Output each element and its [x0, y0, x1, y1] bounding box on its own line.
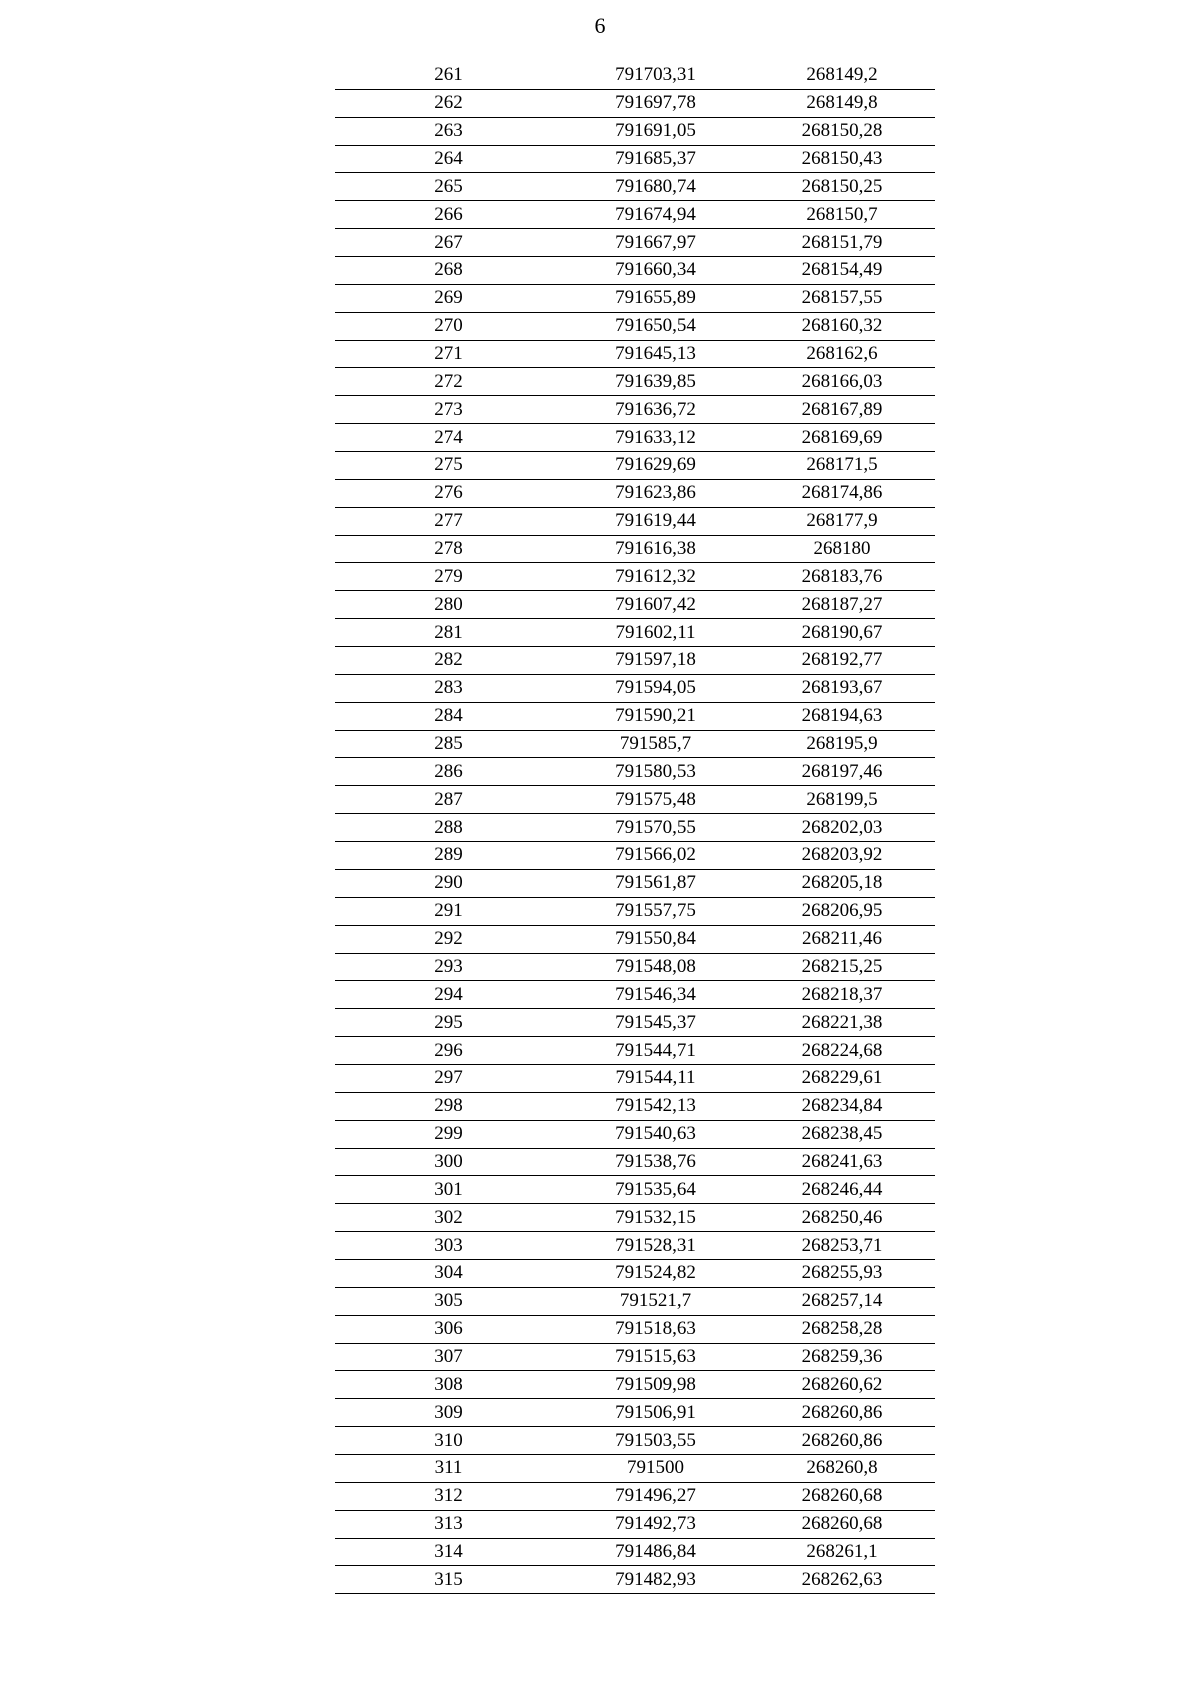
y-coordinate-cell: 268199,5: [749, 786, 935, 814]
x-coordinate-cell: 791585,7: [562, 730, 749, 758]
point-number-cell: 278: [335, 535, 562, 563]
y-coordinate-cell: 268253,71: [749, 1232, 935, 1260]
x-coordinate-cell: 791629,69: [562, 452, 749, 480]
table-row: [335, 1092, 935, 1120]
y-coordinate-cell: 268150,25: [749, 173, 935, 201]
x-coordinate-cell: 791545,37: [562, 1009, 749, 1037]
table-row: [335, 953, 935, 981]
x-coordinate-cell: 791548,08: [562, 953, 749, 981]
x-coordinate-cell: 791703,31: [562, 62, 749, 89]
y-coordinate-cell: 268151,79: [749, 229, 935, 257]
y-coordinate-cell: 268260,62: [749, 1371, 935, 1399]
y-coordinate-cell: 268211,46: [749, 925, 935, 953]
table-row: [335, 1176, 935, 1204]
y-coordinate-cell: 268260,68: [749, 1482, 935, 1510]
y-coordinate-cell: 268190,67: [749, 619, 935, 647]
table-row: [335, 396, 935, 424]
point-number-cell: 305: [335, 1287, 562, 1315]
x-coordinate-cell: 791524,82: [562, 1259, 749, 1287]
x-coordinate-cell: 791680,74: [562, 173, 749, 201]
table-row: [335, 897, 935, 925]
point-number-cell: 302: [335, 1204, 562, 1232]
y-coordinate-cell: 268197,46: [749, 758, 935, 786]
table-row: [335, 312, 935, 340]
x-coordinate-cell: 791616,38: [562, 535, 749, 563]
table-row: [335, 702, 935, 730]
y-coordinate-cell: 268257,14: [749, 1287, 935, 1315]
y-coordinate-cell: 268205,18: [749, 869, 935, 897]
point-number-cell: 269: [335, 284, 562, 312]
x-coordinate-cell: 791503,55: [562, 1427, 749, 1455]
point-number-cell: 295: [335, 1009, 562, 1037]
table-row: [335, 1566, 935, 1594]
y-coordinate-cell: 268180: [749, 535, 935, 563]
y-coordinate-cell: 268160,32: [749, 312, 935, 340]
y-coordinate-cell: 268258,28: [749, 1315, 935, 1343]
table-row: [335, 173, 935, 201]
table-row: [335, 424, 935, 452]
table-row: [335, 1427, 935, 1455]
x-coordinate-cell: 791515,63: [562, 1343, 749, 1371]
x-coordinate-cell: 791528,31: [562, 1232, 749, 1260]
table-row: [335, 674, 935, 702]
x-coordinate-cell: 791544,11: [562, 1064, 749, 1092]
y-coordinate-cell: 268229,61: [749, 1064, 935, 1092]
x-coordinate-cell: 791550,84: [562, 925, 749, 953]
point-number-cell: 272: [335, 368, 562, 396]
point-number-cell: 279: [335, 563, 562, 591]
point-number-cell: 268: [335, 257, 562, 285]
point-number-cell: 262: [335, 89, 562, 117]
x-coordinate-cell: 791636,72: [562, 396, 749, 424]
table-row: [335, 1510, 935, 1538]
point-number-cell: 303: [335, 1232, 562, 1260]
point-number-cell: 271: [335, 340, 562, 368]
y-coordinate-cell: 268195,9: [749, 730, 935, 758]
y-coordinate-cell: 268150,28: [749, 117, 935, 145]
x-coordinate-cell: 791580,53: [562, 758, 749, 786]
y-coordinate-cell: 268221,38: [749, 1009, 935, 1037]
x-coordinate-cell: 791500: [562, 1454, 749, 1482]
table-row: [335, 1064, 935, 1092]
x-coordinate-cell: 791542,13: [562, 1092, 749, 1120]
x-coordinate-cell: 791602,11: [562, 619, 749, 647]
table-row: [335, 62, 935, 89]
table-row: [335, 619, 935, 647]
point-number-cell: 276: [335, 479, 562, 507]
table-row: [335, 1232, 935, 1260]
table-row: [335, 591, 935, 619]
table-row: [335, 340, 935, 368]
x-coordinate-cell: 791561,87: [562, 869, 749, 897]
x-coordinate-cell: 791660,34: [562, 257, 749, 285]
x-coordinate-cell: 791538,76: [562, 1148, 749, 1176]
point-number-cell: 292: [335, 925, 562, 953]
point-number-cell: 304: [335, 1259, 562, 1287]
table-row: [335, 981, 935, 1009]
y-coordinate-cell: 268260,86: [749, 1399, 935, 1427]
table-row: [335, 145, 935, 173]
point-number-cell: 261: [335, 62, 562, 89]
y-coordinate-cell: 268166,03: [749, 368, 935, 396]
y-coordinate-cell: 268150,7: [749, 201, 935, 229]
y-coordinate-cell: 268260,86: [749, 1427, 935, 1455]
point-number-cell: 266: [335, 201, 562, 229]
x-coordinate-cell: 791655,89: [562, 284, 749, 312]
coordinates-table: [335, 62, 935, 1594]
y-coordinate-cell: 268218,37: [749, 981, 935, 1009]
x-coordinate-cell: 791509,98: [562, 1371, 749, 1399]
point-number-cell: 274: [335, 424, 562, 452]
x-coordinate-cell: 791575,48: [562, 786, 749, 814]
y-coordinate-cell: 268150,43: [749, 145, 935, 173]
table-row: [335, 647, 935, 675]
x-coordinate-cell: 791482,93: [562, 1566, 749, 1594]
y-coordinate-cell: 268154,49: [749, 257, 935, 285]
x-coordinate-cell: 791597,18: [562, 647, 749, 675]
x-coordinate-cell: 791697,78: [562, 89, 749, 117]
table-row: [335, 1259, 935, 1287]
y-coordinate-cell: 268169,69: [749, 424, 935, 452]
point-number-cell: 310: [335, 1427, 562, 1455]
y-coordinate-cell: 268177,9: [749, 507, 935, 535]
coordinates-table-body: [335, 62, 935, 1594]
point-number-cell: 313: [335, 1510, 562, 1538]
point-number-cell: 288: [335, 814, 562, 842]
point-number-cell: 275: [335, 452, 562, 480]
table-row: [335, 89, 935, 117]
table-row: [335, 730, 935, 758]
x-coordinate-cell: 791619,44: [562, 507, 749, 535]
point-number-cell: 287: [335, 786, 562, 814]
point-number-cell: 307: [335, 1343, 562, 1371]
x-coordinate-cell: 791691,05: [562, 117, 749, 145]
table-row: [335, 1037, 935, 1065]
x-coordinate-cell: 791623,86: [562, 479, 749, 507]
table-row: [335, 201, 935, 229]
table-row: [335, 925, 935, 953]
point-number-cell: 264: [335, 145, 562, 173]
point-number-cell: 300: [335, 1148, 562, 1176]
point-number-cell: 309: [335, 1399, 562, 1427]
table-row: [335, 1009, 935, 1037]
table-row: [335, 1343, 935, 1371]
y-coordinate-cell: 268162,6: [749, 340, 935, 368]
y-coordinate-cell: 268260,68: [749, 1510, 935, 1538]
x-coordinate-cell: 791557,75: [562, 897, 749, 925]
point-number-cell: 306: [335, 1315, 562, 1343]
x-coordinate-cell: 791540,63: [562, 1120, 749, 1148]
table-row: [335, 368, 935, 396]
y-coordinate-cell: 268174,86: [749, 479, 935, 507]
y-coordinate-cell: 268261,1: [749, 1538, 935, 1566]
y-coordinate-cell: 268234,84: [749, 1092, 935, 1120]
y-coordinate-cell: 268224,68: [749, 1037, 935, 1065]
point-number-cell: 285: [335, 730, 562, 758]
point-number-cell: 277: [335, 507, 562, 535]
y-coordinate-cell: 268246,44: [749, 1176, 935, 1204]
x-coordinate-cell: 791532,15: [562, 1204, 749, 1232]
x-coordinate-cell: 791546,34: [562, 981, 749, 1009]
table-row: [335, 117, 935, 145]
point-number-cell: 263: [335, 117, 562, 145]
point-number-cell: 270: [335, 312, 562, 340]
table-row: [335, 479, 935, 507]
table-row: [335, 869, 935, 897]
y-coordinate-cell: 268238,45: [749, 1120, 935, 1148]
x-coordinate-cell: 791521,7: [562, 1287, 749, 1315]
point-number-cell: 297: [335, 1064, 562, 1092]
x-coordinate-cell: 791685,37: [562, 145, 749, 173]
point-number-cell: 273: [335, 396, 562, 424]
y-coordinate-cell: 268192,77: [749, 647, 935, 675]
x-coordinate-cell: 791612,32: [562, 563, 749, 591]
x-coordinate-cell: 791674,94: [562, 201, 749, 229]
x-coordinate-cell: 791566,02: [562, 842, 749, 870]
table-row: [335, 257, 935, 285]
table-row: [335, 1204, 935, 1232]
y-coordinate-cell: 268183,76: [749, 563, 935, 591]
y-coordinate-cell: 268241,63: [749, 1148, 935, 1176]
x-coordinate-cell: 791492,73: [562, 1510, 749, 1538]
table-row: [335, 1538, 935, 1566]
y-coordinate-cell: 268260,8: [749, 1454, 935, 1482]
table-row: [335, 814, 935, 842]
y-coordinate-cell: 268157,55: [749, 284, 935, 312]
point-number-cell: 267: [335, 229, 562, 257]
x-coordinate-cell: 791570,55: [562, 814, 749, 842]
y-coordinate-cell: 268262,63: [749, 1566, 935, 1594]
table-row: [335, 452, 935, 480]
point-number-cell: 291: [335, 897, 562, 925]
table-row: [335, 1482, 935, 1510]
table-row: [335, 229, 935, 257]
table-row: [335, 507, 935, 535]
y-coordinate-cell: 268202,03: [749, 814, 935, 842]
table-row: [335, 563, 935, 591]
table-row: [335, 758, 935, 786]
point-number-cell: 315: [335, 1566, 562, 1594]
table-row: [335, 842, 935, 870]
table-row: [335, 786, 935, 814]
y-coordinate-cell: 268149,2: [749, 62, 935, 89]
point-number-cell: 284: [335, 702, 562, 730]
x-coordinate-cell: 791607,42: [562, 591, 749, 619]
x-coordinate-cell: 791633,12: [562, 424, 749, 452]
y-coordinate-cell: 268193,67: [749, 674, 935, 702]
point-number-cell: 283: [335, 674, 562, 702]
point-number-cell: 298: [335, 1092, 562, 1120]
point-number-cell: 289: [335, 842, 562, 870]
y-coordinate-cell: 268149,8: [749, 89, 935, 117]
table-row: [335, 535, 935, 563]
x-coordinate-cell: 791535,64: [562, 1176, 749, 1204]
table-row: [335, 1120, 935, 1148]
point-number-cell: 290: [335, 869, 562, 897]
table-row: [335, 284, 935, 312]
y-coordinate-cell: 268250,46: [749, 1204, 935, 1232]
point-number-cell: 281: [335, 619, 562, 647]
point-number-cell: 296: [335, 1037, 562, 1065]
x-coordinate-cell: 791506,91: [562, 1399, 749, 1427]
table-row: [335, 1454, 935, 1482]
x-coordinate-cell: 791544,71: [562, 1037, 749, 1065]
point-number-cell: 299: [335, 1120, 562, 1148]
table-row: [335, 1287, 935, 1315]
table-row: [335, 1371, 935, 1399]
y-coordinate-cell: 268167,89: [749, 396, 935, 424]
point-number-cell: 301: [335, 1176, 562, 1204]
y-coordinate-cell: 268215,25: [749, 953, 935, 981]
point-number-cell: 293: [335, 953, 562, 981]
x-coordinate-cell: 791518,63: [562, 1315, 749, 1343]
point-number-cell: 265: [335, 173, 562, 201]
y-coordinate-cell: 268259,36: [749, 1343, 935, 1371]
table-row: [335, 1315, 935, 1343]
x-coordinate-cell: 791650,54: [562, 312, 749, 340]
y-coordinate-cell: 268206,95: [749, 897, 935, 925]
page-number: 6: [594, 13, 606, 38]
point-number-cell: 311: [335, 1454, 562, 1482]
point-number-cell: 312: [335, 1482, 562, 1510]
table-row: [335, 1148, 935, 1176]
point-number-cell: 308: [335, 1371, 562, 1399]
point-number-cell: 314: [335, 1538, 562, 1566]
y-coordinate-cell: 268171,5: [749, 452, 935, 480]
y-coordinate-cell: 268194,63: [749, 702, 935, 730]
x-coordinate-cell: 791496,27: [562, 1482, 749, 1510]
point-number-cell: 282: [335, 647, 562, 675]
y-coordinate-cell: 268255,93: [749, 1259, 935, 1287]
point-number-cell: 294: [335, 981, 562, 1009]
y-coordinate-cell: 268203,92: [749, 842, 935, 870]
x-coordinate-cell: 791594,05: [562, 674, 749, 702]
point-number-cell: 286: [335, 758, 562, 786]
x-coordinate-cell: 791639,85: [562, 368, 749, 396]
table-row: [335, 1399, 935, 1427]
y-coordinate-cell: 268187,27: [749, 591, 935, 619]
x-coordinate-cell: 791590,21: [562, 702, 749, 730]
point-number-cell: 280: [335, 591, 562, 619]
x-coordinate-cell: 791667,97: [562, 229, 749, 257]
x-coordinate-cell: 791645,13: [562, 340, 749, 368]
x-coordinate-cell: 791486,84: [562, 1538, 749, 1566]
